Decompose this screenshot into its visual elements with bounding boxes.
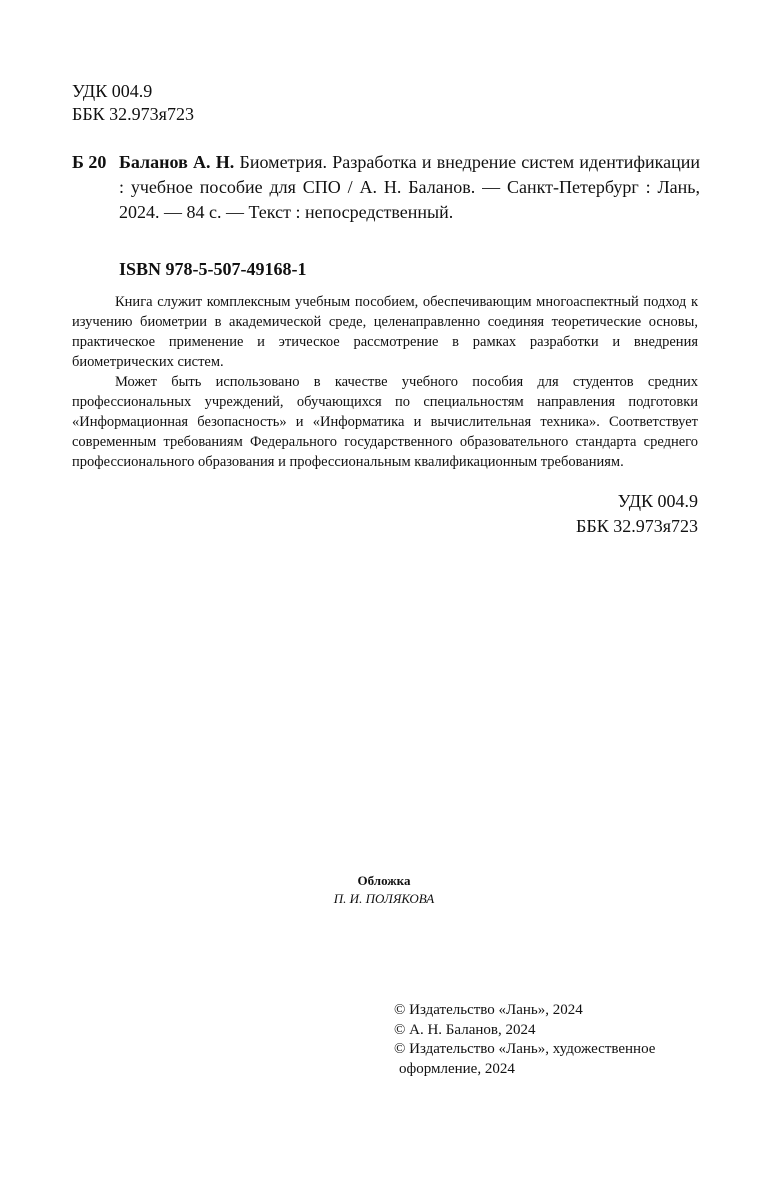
copyright-line: © Издательство «Лань», художественное: [394, 1041, 656, 1057]
copyright-line: оформление, 2024: [399, 1060, 515, 1077]
annotation-paragraph: Может быть использовано в качестве учебного пособия для студентов средних профессиональных учреждений, обучающихся по специальностям направления подготовки «Информационная безопасность» и «Информатика и вычислительная техника». Соответствует современным требованиям Федерального государственного образовательного стандарта среднего профессионального образования и профессиональным квалификационным требованиям.: [72, 374, 698, 470]
bibliographic-text: Биометрия. Разработка и внедрение систем идентификации : учебное пособие для СПО / А. Н. Баланов. — Санкт-Петербург : Лань, 2024. — 84 с. — Текст : непосредственный.: [119, 152, 700, 222]
copyright-line: © А. Н. Баланов, 2024: [394, 1021, 536, 1038]
catalog-entry: [72, 150, 700, 225]
copyright-block: [394, 1001, 655, 1079]
udk-code: УДК 004.9: [617, 491, 698, 511]
cover-designer-name: П. И. ПОЛЯКОВА: [333, 891, 435, 906]
copyright-line: © Издательство «Лань», 2024: [394, 1002, 583, 1018]
annotation-paragraph: Книга служит комплексным учебным пособием, обеспечивающим многоаспектный подход к изучению биометрии в академической среде, целенаправленно соединяя теоретические основы, практическое применение и этическое рассмотрение в рамках разработки и внедрения биометрических систем.: [72, 294, 698, 370]
cover-credit: [284, 872, 484, 908]
author-name: Баланов А. Н.: [119, 152, 235, 172]
udk-code: УДК 004.9: [72, 81, 153, 101]
annotation: [72, 292, 698, 472]
bibliographic-description: [119, 150, 700, 225]
cover-credit-label: Обложка: [357, 873, 411, 888]
isbn: ISBN 978-5-507-49168-1: [119, 259, 307, 279]
classification-codes-bottom: [576, 489, 698, 539]
author-mark: Б 20: [72, 152, 107, 172]
bbk-code: ББК 32.973я723: [576, 516, 698, 536]
bbk-code: ББК 32.973я723: [72, 104, 194, 124]
classification-codes-top: [72, 80, 194, 126]
